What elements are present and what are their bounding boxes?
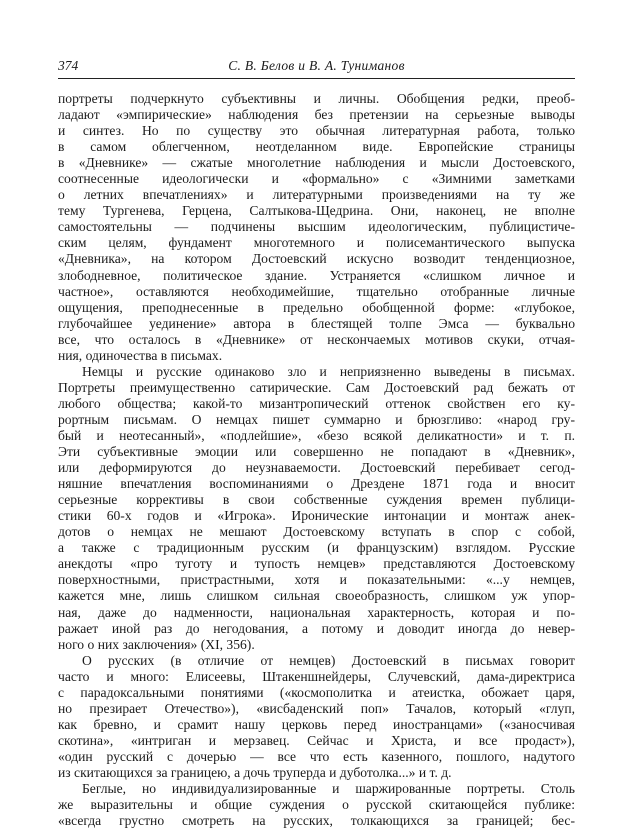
text-line: Немцы и русские одинаково зло и неприязненно выведены в письмах. [82,363,575,379]
text-line: все, что осталось в «Дневнике» от нескончаемых мотивов скуки, отчая- [58,331,575,347]
text-line: портреты подчеркнуто субъективны и личны. Обобщения редки, преоб- [58,91,575,106]
text-line: стики 60-х годов и «Игрока». Иронические интонации и монтаж анек- [58,508,575,524]
text-line: серьезные коррективы в свои собственные суждения времен публици- [58,492,575,508]
text-line: в самом облегченном, неотделанном виде. Европейские страницы [58,139,575,155]
text-line: поверхностными, пристрастными, хотя и показательными: «...у немцев, [58,572,575,588]
text-line: ражает иной раз до негодования, а потому и доводит иногда до невер- [58,620,575,636]
text-line: Беглые, но индивидуализированные и шаржированные портреты. Столь [82,781,575,797]
text-line: злободневное, политическое здание. Устраняется «слишком личное и [58,267,575,283]
text-line: ским целям, фундамент многотемного и полисемантического выпуска [58,235,575,251]
page-header [58,56,575,79]
text-line: самостоятельны — подчинены высшим идеологическим, публицистиче- [58,219,575,235]
text-line: тему Тургенева, Герцена, Салтыкова-Щедрина. Они, наконец, не вполне [58,203,575,219]
text-line: Эти субъективные эмоции или совершенно не попадают в «Дневник», [58,444,575,460]
text-line: и синтез. Но по существу это обычная литературная работа, только [58,123,575,139]
text-line: ния, одиночества в письмах. [58,347,223,363]
text-line: из скитающихся за границею, а дочь трупердa и дуботолка...» и т. д. [58,764,452,780]
paragraph-3 [58,653,575,781]
running-title: С. В. Белов и В. А. Туниманов [228,58,405,73]
text-line: же выразительны и общие суждения о русской скитающейся публике: [58,797,575,813]
text-line: кажется мне, лишь слишком сильная своеобразность, слишком уж упор- [58,588,575,604]
text-line: ладают «эмпирические» наблюдения без претензии на серьезные выводы [58,107,575,123]
paragraph-2 [58,364,575,653]
paragraph-1 [58,91,575,364]
text-line: соотнесенные идеологически и «формально» с «Зимними заметками [58,171,575,187]
text-line: «один русский с дочерью — все что есть казенного, пошлого, надутого [58,748,575,764]
text-line: в «Дневнике» — сжатые многолетние наблюдения и мысли Достоевского, [58,155,575,171]
text-line: но презирает Отечество»), «висбаденский поп» Тачалов, который «глуп, [58,700,575,716]
text-line: дотов о немцах не мешают Достоевскому вступать в спор с собой, [58,524,575,540]
text-line: о летних впечатлениях» и литературными произведениями на ту же [58,187,575,203]
text-line: частное», оставляются необходимейшие, тщательно отобранные личные [58,283,575,299]
text-line: рортным письмам. О немцах пишет суммарно и брюзгливо: «народ гру- [58,411,575,427]
paragraph-4 [58,781,575,829]
text-line: а также с традиционным русским (и французским) взглядом. Русские [58,540,575,556]
text-line: О русских (в отличие от немцев) Достоевский в письмах говорит [82,652,575,668]
text-line: скотина», «интриган и мерзавец. Сейчас и Христа, и все продаст»), [58,732,575,748]
text-line: бый и неотесанный», «подлейшие», «безо всякой деликатности» и т. п. [58,427,575,443]
text-line: любого общества; какой-то мизантропический оттенок свойствен его ку- [58,395,575,411]
text-line: с парадоксальными понятиями («космополитка и атеистка, обожает царя, [58,684,575,700]
text-line: няшние впечатления воспоминаниями о Дрездене 1871 года и вносит [58,476,575,492]
text-line: «всегда грустно смотреть на русских, толкающихся за границей; бес- [58,813,575,829]
text-line: ная, даже до надменности, национальная характерность, которая и по- [58,604,575,620]
text-line: ощущения, преподнесенные в предельно обобщенной форме: «глубокое, [58,299,575,315]
body-text [58,91,575,829]
text-line: Портреты преимущественно сатирические. Сам Достоевский рад бежать от [58,379,575,395]
text-line: ного о них заключения» (XI, 356). [58,636,255,652]
text-line: «Дневника», на котором Достоевский искусно возводит тенденциозное, [58,251,575,267]
text-line: как бревно, и срамит нашу церковь перед иностранцами» («заносчивая [58,716,575,732]
text-line: анекдоты «про туготу и тупость немцев» представляются Достоевскому [58,556,575,572]
page-number: 374 [58,58,79,73]
text-line: или деформируются до неузнаваемости. Достоевский перебивает сегод- [58,460,575,476]
text-line: глубочайшее уединение» автора в блестящей толпе Эмса — буквально [58,315,575,331]
text-line: часто и много: Елисеевы, Штакеншнейдеры, Случевский, дама-директриса [58,668,575,684]
